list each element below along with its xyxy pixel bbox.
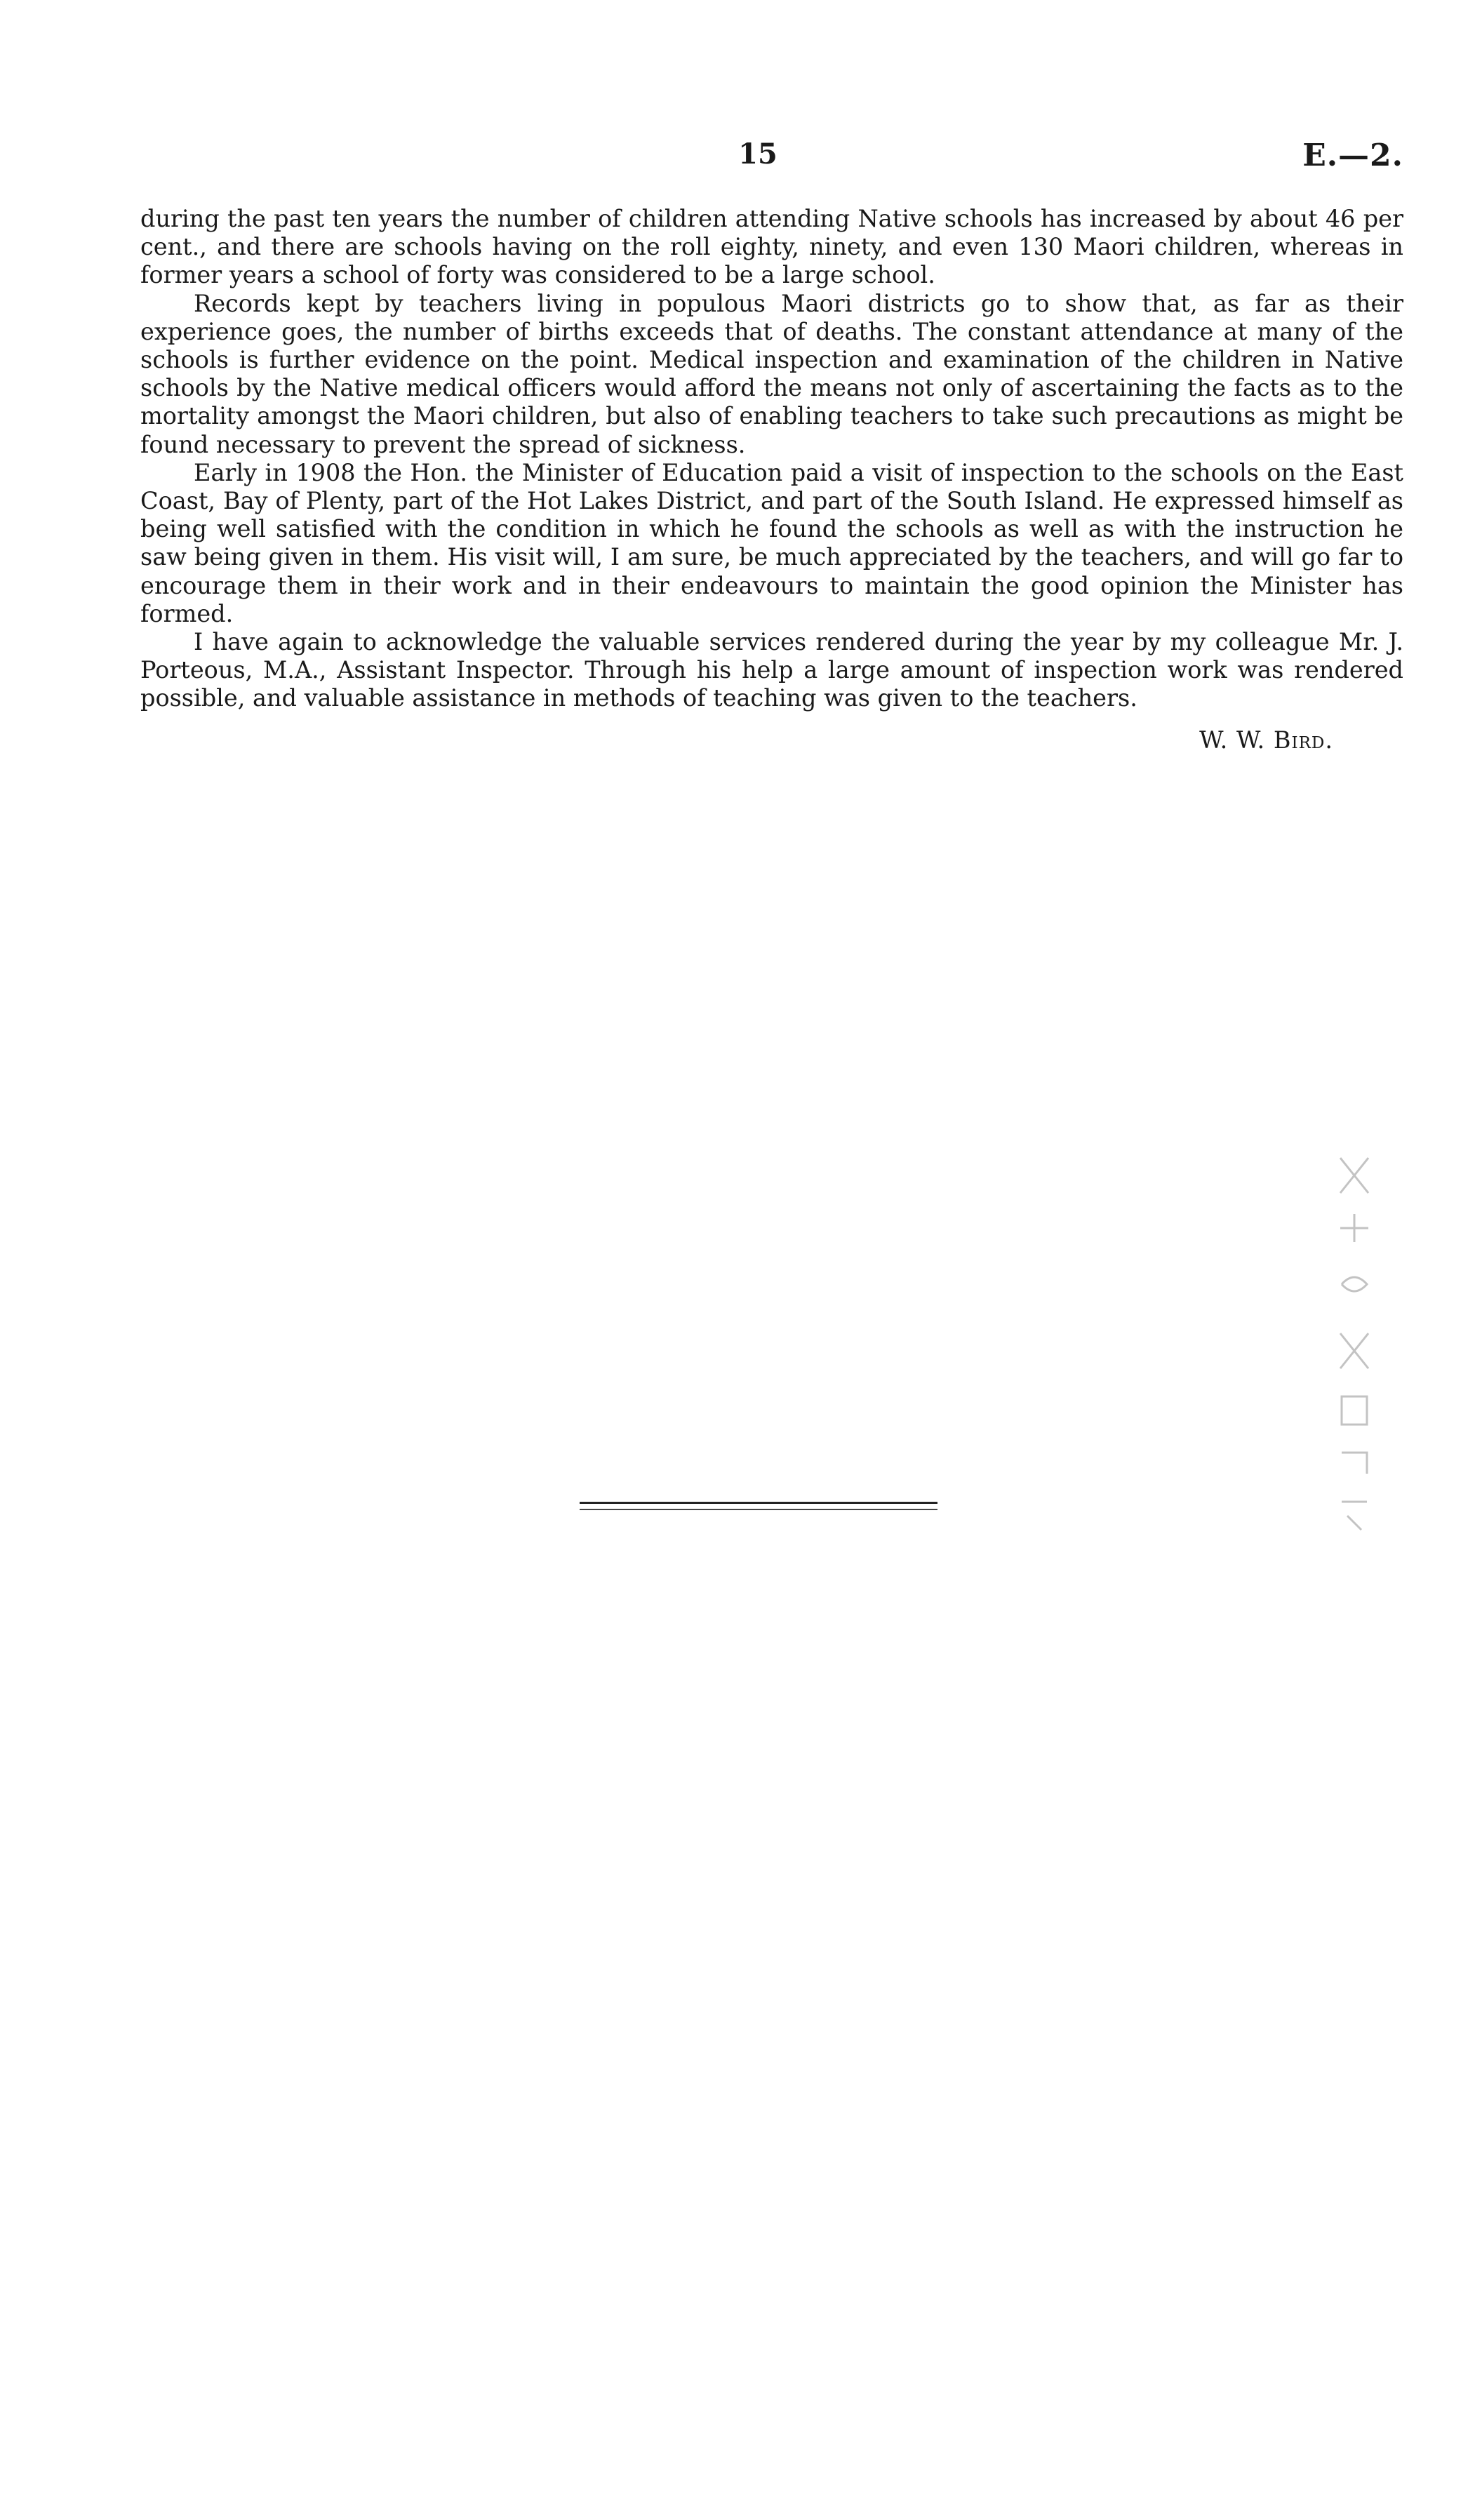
signature-initials: W. W.: [1199, 726, 1266, 754]
paragraph-3: Early in 1908 the Hon. the Minister of Education paid a visit of inspection to the schools on the East Coast, Bay of Plenty, part of the Hot Lakes District, and part of the South Island. He expressed himself as being well satisfied with the condition in which he found the schools as well as with the instruction he saw being given in them. His visit will, I am sure, be much appreciated by the teachers, and will go far to encourage them in their work and in their endeavours to maintain the good opinion the Minister has formed.: [140, 458, 1403, 627]
section-divider-bottom: [580, 1509, 937, 1510]
page-number: 15: [738, 138, 777, 171]
report-body: [140, 205, 1403, 713]
signature: [1053, 726, 1333, 754]
paragraph-4: I have again to acknowledge the valuable services rendered during the year by my colleague Mr. J. Porteous, M.A., Assistant Inspector. Through his help a large amount of inspection work was rendered possible, and valuable assistance in methods of teaching was given to the teachers.: [140, 628, 1403, 712]
paragraph-1: during the past ten years the number of children attending Native schools has increased by about 46 per cent., and there are schools having on the roll eighty, ninety, and even 130 Maori children, whereas in former years a school of forty was considered to be a large school.: [140, 205, 1403, 289]
faded-margin-stamp-icon: [1333, 1151, 1375, 1544]
series-code: E.—2.: [1302, 138, 1403, 173]
section-divider-top: [580, 1502, 937, 1504]
signature-surname: Bird.: [1273, 726, 1333, 754]
paragraph-2: Records kept by teachers living in populous Maori districts go to show that, as far as their experience goes, the number of births exceeds that of deaths. The constant attendance at many of the schools is further evidence on the point. Medical inspection and examination of the children in Native schools by the Native medical officers would afford the means not only of ascertaining the facts as to the mortality amongst the Maori children, but also of enabling teachers to take such precautions as might be found necessary to prevent the spread of sickness.: [140, 289, 1403, 458]
